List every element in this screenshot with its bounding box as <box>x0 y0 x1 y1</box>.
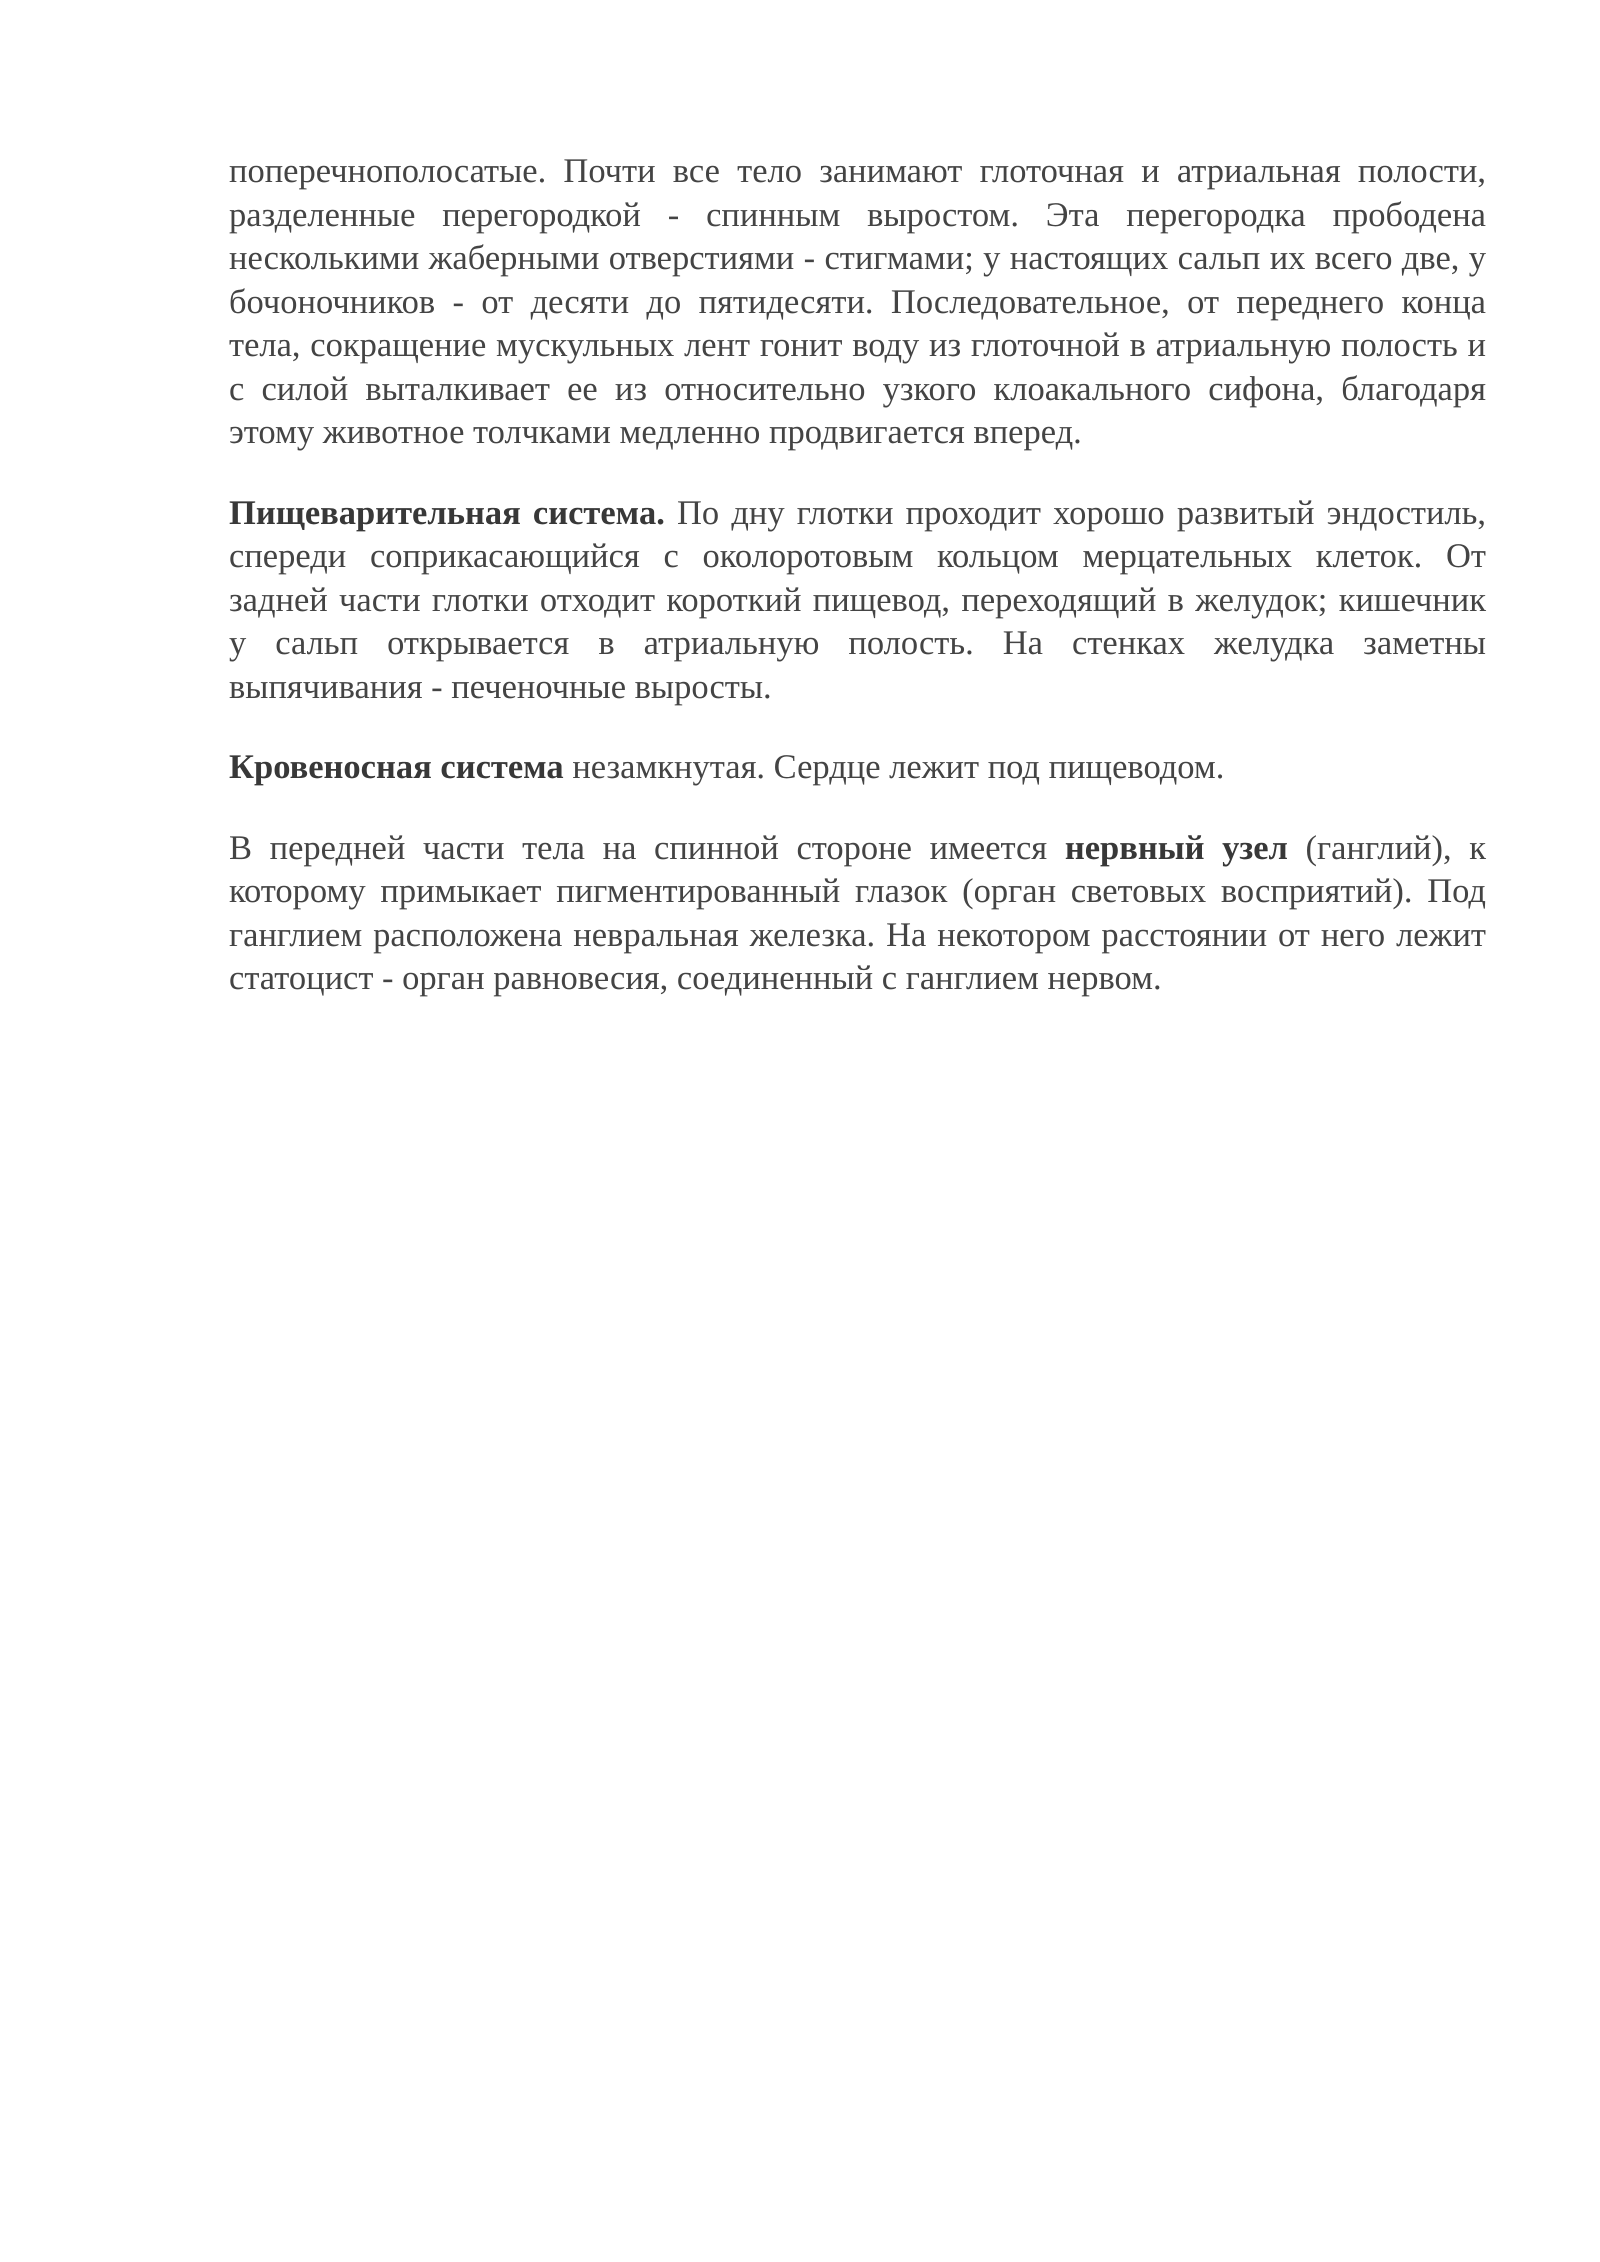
paragraph-nervous-system <box>229 827 1486 1001</box>
document-body <box>229 150 1486 1001</box>
paragraph-circulatory-system <box>229 746 1486 790</box>
paragraph-text: (ганглий), к которому примыкает пигментированный глазок (орган световых восприятий). Под ганглием расположена невральная железка. На некотором расстоянии от него лежит статоцист - орган равновесия, соединенный с ганглием нервом. <box>229 828 1486 997</box>
paragraph-salp-body-structure <box>229 150 1486 455</box>
paragraph-text: поперечнополосатые. Почти все тело занимают глоточная и атриальная полости, разделенные перегородкой - спинным выростом. Эта перегородка прободена несколькими жаберными отверстиями - стигмами; у настоящих сальп их всего две, у бочоночников - от десяти до пятидесяти. Последовательное, от переднего конца тела, сокращение мускульных лент гонит воду из глоточной в атриальную полость и с силой выталкивает ее из относительно узкого клоакального сифона, благодаря этому животное толчками медленно продвигается вперед. <box>229 152 1486 451</box>
paragraph-digestive-system <box>229 492 1486 710</box>
section-heading-digestive-system: Пищеварительная система. <box>229 493 665 532</box>
paragraph-text: По дну глотки проходит хорошо развитый эндостиль, спереди соприкасающийся с околоротовым кольцом мерцательных клеток. От задней части глотки отходит короткий пищевод, переходящий в желудок; кишечник у сальп открывается в атриальную полость. На стенках желудка заметны выпячивания - печеночные выросты. <box>229 493 1487 706</box>
section-heading-circulatory-system: Кровеносная система <box>229 748 564 786</box>
term-nerve-ganglion: нервный узел <box>1064 828 1288 867</box>
paragraph-text: незамкнутая. Сердце лежит под пищеводом. <box>563 748 1225 786</box>
paragraph-text: В передней части тела на спинной стороне имеется <box>229 828 1065 867</box>
